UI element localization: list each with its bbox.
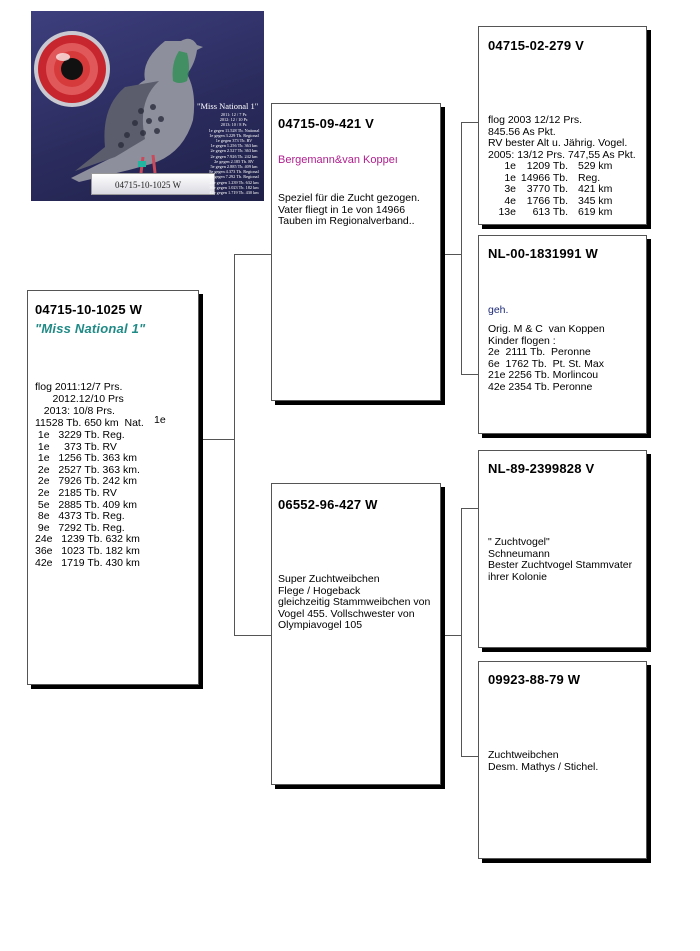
subject-ring-number: 04715-10-1025 W [35, 302, 143, 317]
connector [199, 439, 234, 440]
sire-dam-ring-number: NL-00-1831991 W [488, 246, 598, 261]
dam-sire-notes: " Zuchtvogel" Schneumann Bester Zuchtvogel Stammvater ihrer Kolonie [488, 536, 633, 583]
sire-dam-notes: Orig. M & C van Koppen Kinder flogen : 2e 2111 Tb. Peronne 6e 1762 Tb. Pt. St. Max 21e 2256 Tb. Morlincou 42e 2354 Tb. Peronne [488, 323, 605, 393]
sire-dam-card [478, 235, 647, 434]
sire-sire-results [488, 161, 638, 219]
result-row: 1e 14966 Tb. Reg. [504, 171, 601, 184]
dam-sire-ring-number: NL-89-2399828 V [488, 461, 595, 476]
dam-notes: Super Zuchtweibchen Flege / Hogeback gleichzeitig Stammweibchen von Vogel 455. Vollschwester von Olympiavogel 105 [278, 573, 431, 632]
connector [461, 508, 462, 756]
sire-sire-notes: flog 2003 12/12 Prs. 845.56 As Pkt. RV bester Alt u. Jährig. Vogel. 2005: 13/12 Prs. 747,55 As Pkt. [488, 114, 636, 161]
dam-dam-card [478, 661, 647, 859]
sire-sire-ring-number: 04715-02-279 V [488, 38, 585, 53]
dam-sire-card [478, 450, 647, 648]
connector [461, 756, 478, 757]
connector [234, 254, 235, 635]
subject-name: "Miss National 1" [35, 321, 146, 336]
connector [234, 635, 271, 636]
result-row: 4e 1766 Tb. 345 km [504, 194, 613, 207]
sire-sire-card [478, 26, 647, 225]
connector [461, 122, 462, 374]
subject-line-1: flog 2011:12/7 Prs. [35, 381, 123, 393]
subject-line-2: 2012.12/10 Prs [35, 393, 124, 405]
connector [234, 254, 271, 255]
photo-results: 2011: 12 / 7 Pr. 2012: 12 / 10 Pr. 2013: 10 / 8 Pr. 1e gegen 11.528 Tb. National 1e gegen 3.229 Tb. Regional 1e gegen 373 Tb. RV 1e gegen 1.256 Tb. 363 km 2e gegen 2.527 Tb. 363 km 2e gegen 7.926 Tb. 242 km 2e gegen 2.185 Tb. RV 5e gegen 2.885 Tb. 409 km 8e gegen 4.373 Tb. Regional 9e gegen 7.292 Tb. Regional 24e gegen 1.239 Tb. 632 km 36e gegen 1.023 Tb. 182 km 42e gegen 1.719 Tb. 430 km [208, 112, 260, 196]
sire-notes: Speziel für die Zucht gezogen. Vater fliegt in 1e von 14966 Tauben im Regionalverband.. [278, 192, 420, 228]
sire-ring-number: 04715-09-421 V [278, 116, 375, 131]
result-row: 3e 3770 Tb. 421 km [504, 183, 613, 196]
result-row: 13e 613 Tb. 619 km [498, 206, 613, 219]
connector [461, 122, 478, 123]
sire-dam-geh: geh. [488, 304, 509, 316]
subject-line-4-place: 1e [154, 414, 166, 426]
dam-card [271, 483, 441, 785]
subject-line-4: 11528 Tb. 650 km Nat. [35, 417, 144, 429]
result-row: 1e 1209 Tb. 529 km [504, 160, 613, 172]
connector [441, 635, 461, 636]
pigeon-photo [31, 11, 264, 201]
connector [461, 508, 478, 509]
pedestal-label: 04715-10-1025 W [115, 180, 182, 190]
dam-ring-number: 06552-96-427 W [278, 497, 378, 512]
subject-line-3: 2013: 10/8 Prs. [35, 405, 115, 417]
dam-dam-notes: Zuchtweibchen Desm. Mathys / Stichel. [488, 749, 599, 773]
connector [461, 374, 478, 375]
subject-card [27, 290, 199, 685]
dam-dam-ring-number: 09923-88-79 W [488, 672, 581, 687]
sire-breeder: Bergemann&van Koppeı [278, 154, 398, 166]
photo-title: "Miss National 1" [197, 101, 259, 111]
sire-card [271, 103, 441, 401]
subject-results: 1e 3229 Tb. Reg. 1e 373 Tb. RV 1e 1256 Tb. 363 km 2e 2527 Tb. 363 km. 2e 7926 Tb. 242 km 2e 2185 Tb. RV 5e 2885 Tb. 409 km 8e 4373 Tb. Reg. 9e 7292 Tb. Reg. 24e 1239 Tb. 632 km 36e 1023 Tb. 182 km 42e 1719 Tb. 430 km [35, 429, 140, 569]
connector [441, 254, 461, 255]
